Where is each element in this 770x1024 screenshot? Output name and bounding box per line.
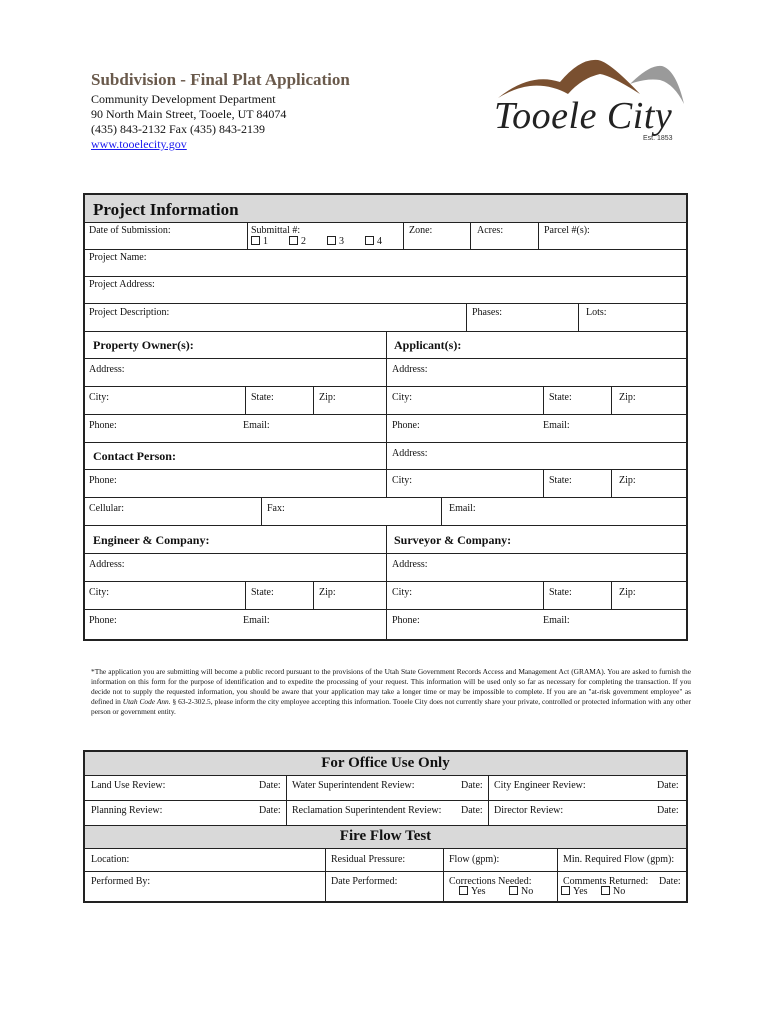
contact-city-label: City: <box>392 475 413 486</box>
min-flow-label: Min. Required Flow (gpm): <box>563 854 675 865</box>
engineer-state-label: State: <box>251 587 274 598</box>
water-date-label: Date: <box>461 780 483 791</box>
director-review-label: Director Review: <box>494 805 564 816</box>
department-address: 90 North Main Street, Tooele, UT 84074 <box>91 107 287 121</box>
reclamation-review-label: Reclamation Superintendent Review: <box>292 805 442 816</box>
surveyor-address-label: Address: <box>392 559 428 570</box>
logo-text: Tooele City <box>494 95 673 137</box>
grama-notice: *The application you are submitting will become a public record pursuant to the provisions of the Utah State Government Records Access and Management Act (GRAMA). You are asked to furnish the information on this form for the purpose of identification and to expedite the processing of your request. This information will be used only so far as necessary for completing the transaction. If you decide not to supply the requested information, you should be aware that your application may take a longer time or may be impossible to complete. If you are an "at-risk government employee" as defined in Utah Code Ann. § 63-2-302.5, please inform the city employee accepting this information. Tooele City does not currently share your private, controlled or protected information with any other person or government entity. <box>91 667 691 716</box>
city-engineer-review-label: City Engineer Review: <box>494 780 586 791</box>
land-use-date-label: Date: <box>259 780 281 791</box>
engineer-phone-label: Phone: <box>89 615 117 626</box>
website-link[interactable]: www.tooelecity.gov <box>91 137 187 151</box>
tooele-city-logo <box>490 54 685 154</box>
planning-review-label: Planning Review: <box>91 805 163 816</box>
surveyor-phone-label: Phone: <box>392 615 420 626</box>
zone-label: Zone: <box>409 225 433 236</box>
applicant-state-label: State: <box>549 392 572 403</box>
fire-flow-heading: Fire Flow Test <box>339 828 432 844</box>
surveyor-heading: Surveyor & Company: <box>394 533 512 547</box>
contact-fax-label: Fax: <box>267 503 285 514</box>
surveyor-state-label: State: <box>549 587 572 598</box>
contact-phone-label: Phone: <box>89 475 117 486</box>
flow-label: Flow (gpm): <box>449 854 500 865</box>
date-performed-label: Date Performed: <box>331 876 398 887</box>
office-use-heading: For Office Use Only <box>321 755 450 771</box>
acres-label: Acres: <box>477 225 504 236</box>
comments-date-label: Date: <box>659 876 681 887</box>
surveyor-zip-label: Zip: <box>619 587 636 598</box>
property-owner-heading: Property Owner(s): <box>93 338 194 352</box>
project-name-label: Project Name: <box>89 252 147 263</box>
owner-city-label: City: <box>89 392 110 403</box>
owner-zip-label: Zip: <box>319 392 336 403</box>
office-use-box <box>83 750 688 903</box>
applicant-address-label: Address: <box>392 364 428 375</box>
city-engineer-date-label: Date: <box>657 780 679 791</box>
contact-email-label: Email: <box>449 503 476 514</box>
submittal-2-checkbox[interactable]: 2 <box>289 236 306 247</box>
engineer-address-label: Address: <box>89 559 125 570</box>
owner-phone-label: Phone: <box>89 420 117 431</box>
contact-cellular-label: Cellular: <box>89 503 124 514</box>
surveyor-email-label: Email: <box>543 615 570 626</box>
lots-label: Lots: <box>586 307 607 318</box>
director-date-label: Date: <box>657 805 679 816</box>
contact-state-label: State: <box>549 475 572 486</box>
application-form <box>83 193 688 641</box>
date-of-submission-label: Date of Submission: <box>89 225 171 236</box>
engineer-email-label: Email: <box>243 615 270 626</box>
submittal-4-checkbox[interactable]: 4 <box>365 236 382 247</box>
land-use-review-label: Land Use Review: <box>91 780 166 791</box>
applicant-zip-label: Zip: <box>619 392 636 403</box>
project-description-label: Project Description: <box>89 307 170 318</box>
corrections-no-checkbox[interactable]: No <box>509 886 533 897</box>
applicant-email-label: Email: <box>543 420 570 431</box>
department-phone-fax: (435) 843-2132 Fax (435) 843-2139 <box>91 122 265 136</box>
owner-address-label: Address: <box>89 364 125 375</box>
page-title: Subdivision - Final Plat Application <box>91 70 350 89</box>
applicant-city-label: City: <box>392 392 413 403</box>
submittal-1-checkbox[interactable]: 1 <box>251 236 268 247</box>
phases-label: Phases: <box>472 307 502 318</box>
submittal-label: Submittal #: <box>251 225 301 236</box>
corrections-yes-checkbox[interactable]: Yes <box>459 886 486 897</box>
corrections-needed-label: Corrections Needed: <box>449 876 532 887</box>
owner-email-label: Email: <box>243 420 270 431</box>
residual-pressure-label: Residual Pressure: <box>331 854 406 865</box>
submittal-3-checkbox[interactable]: 3 <box>327 236 344 247</box>
project-address-label: Project Address: <box>89 279 155 290</box>
applicant-phone-label: Phone: <box>392 420 420 431</box>
engineer-city-label: City: <box>89 587 110 598</box>
logo-est: Est. 1853 <box>643 135 673 142</box>
performed-by-label: Performed By: <box>91 876 151 887</box>
contact-person-heading: Contact Person: <box>93 449 176 463</box>
contact-address-label: Address: <box>392 448 428 459</box>
surveyor-city-label: City: <box>392 587 413 598</box>
applicant-heading: Applicant(s): <box>394 338 462 352</box>
comments-yes-checkbox[interactable]: Yes <box>561 886 588 897</box>
planning-date-label: Date: <box>259 805 281 816</box>
contact-zip-label: Zip: <box>619 475 636 486</box>
location-label: Location: <box>91 854 130 865</box>
project-info-heading: Project Information <box>93 200 239 219</box>
engineer-heading: Engineer & Company: <box>93 533 210 547</box>
engineer-zip-label: Zip: <box>319 587 336 598</box>
parcel-label: Parcel #(s): <box>544 225 590 236</box>
water-review-label: Water Superintendent Review: <box>292 780 415 791</box>
reclamation-date-label: Date: <box>461 805 483 816</box>
department-name: Community Development Department <box>91 92 276 106</box>
comments-no-checkbox[interactable]: No <box>601 886 625 897</box>
comments-returned-label: Comments Returned: <box>563 876 649 887</box>
owner-state-label: State: <box>251 392 274 403</box>
